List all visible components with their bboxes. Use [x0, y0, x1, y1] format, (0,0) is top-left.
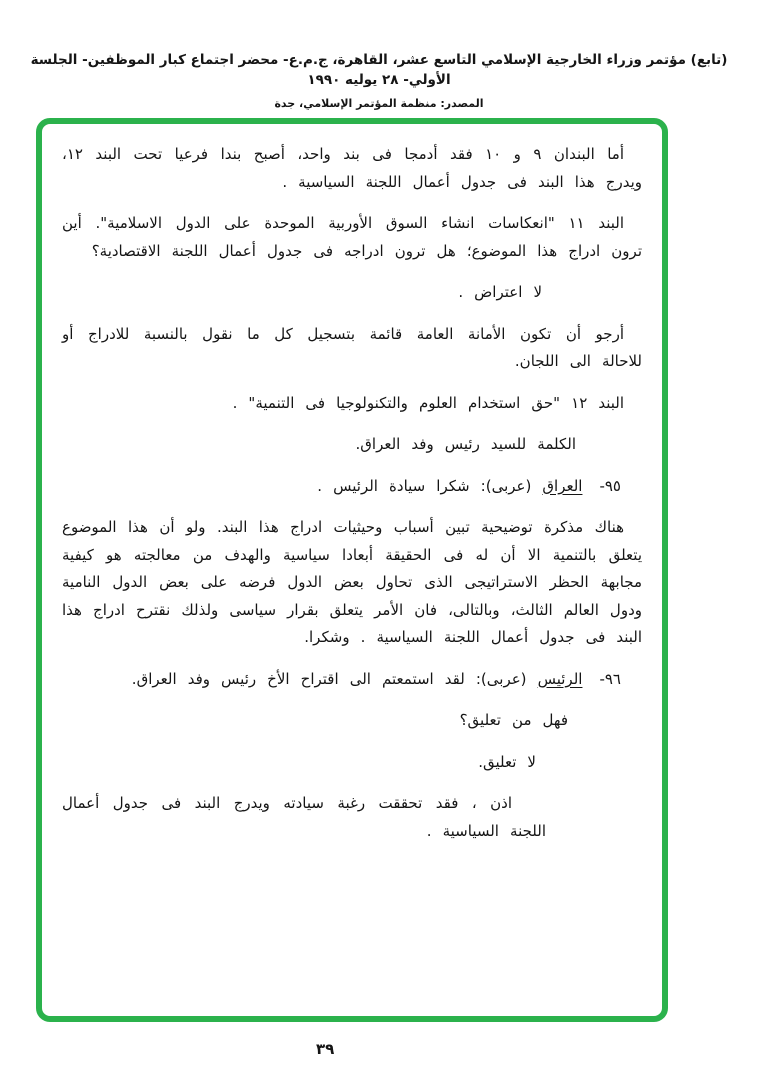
- paragraph-item-11: البند ١١ "انعكاسات انشاء السوق الأوربية الموحدة على الدول الاسلامية". أين ترون ادراج هذا الموضوع؛ هل ترون ادراجه فى جدول أعمال اللجنة الاقتصادية؟: [62, 214, 642, 260]
- header-title-line: (تابع) مؤتمر وزراء الخارجية الإسلامي التاسع عشر، القاهرة، ج.م.ع- محضر اجتماع كبار الموظفين- الجلسة الأولي- ٢٨ يوليه ١٩٩٠: [30, 52, 728, 88]
- document-body: [42, 124, 662, 845]
- speech-item-96: [62, 666, 642, 694]
- speech-text: (عربى): شكرا سيادة الرئيس .: [317, 476, 543, 495]
- paragraph-items-merged: أما البندان ٩ و ١٠ فقد أدمجا فى بند واحد، أصبح بندا فرعيا تحت البند ١٢، ويدرج هذا البند فى جدول أعمال اللجنة السياسية .: [62, 145, 642, 191]
- page-number: ٣٩: [316, 1040, 335, 1058]
- paragraph-no-objection: لا اعتراض .: [458, 283, 542, 301]
- paragraph-any-comment: فهل من تعليق؟: [459, 711, 568, 729]
- paragraph-decision: اذن ، فقد تحققت رغبة سيادته ويدرج البند فى جدول أعمال اللجنة السياسية .: [62, 794, 546, 840]
- paragraph-iraq-statement: هناك مذكرة توضيحية تبين أسباب وحيثيات ادراج هذا البند. ولو أن هذا الموضوع يتعلق بالتنمية الا أن له فى الحقيقة أبعادا سياسية والهدف من معالجته هو كيفية مجابهة الحظر الاستراتيجى الذى تحاول بعض الدول فرضه على بعض الدول النامية ودول العالم الثالث، وبالتالى، فان الأمر يتعلق بقرار سياسى ولذلك نقترح ادراج هذا البند فى جدول أعمال اللجنة السياسية . وشكرا.: [62, 518, 642, 646]
- speech-text: (عربى): لقد استمعتم الى اقتراح الأخ رئيس وفد العراق.: [131, 669, 538, 688]
- speech-item-95: [62, 473, 642, 501]
- speaker-name: العراق: [542, 476, 583, 495]
- paragraph-no-comment: لا تعليق.: [478, 752, 536, 771]
- paragraph-item-12: البند ١٢ "حق استخدام العلوم والتكنولوجيا فى التنمية" .: [232, 393, 624, 412]
- content-frame: [36, 118, 668, 1022]
- header-source-line: المصدر: منظمة المؤتمر الإسلامي، جدة: [274, 97, 484, 110]
- speaker-name: الرئيس: [537, 669, 583, 688]
- speech-number: ٩٥-: [599, 476, 621, 495]
- paragraph-floor-to-iraq: الكلمة للسيد رئيس وفد العراق.: [355, 435, 576, 453]
- speech-number: ٩٦-: [599, 669, 621, 688]
- paragraph-secretariat-note: أرجو أن تكون الأمانة العامة قائمة بتسجيل كل ما نقول بالنسبة للادراج أو للاحالة الى اللجان.: [62, 324, 642, 370]
- document-header: [10, 50, 748, 111]
